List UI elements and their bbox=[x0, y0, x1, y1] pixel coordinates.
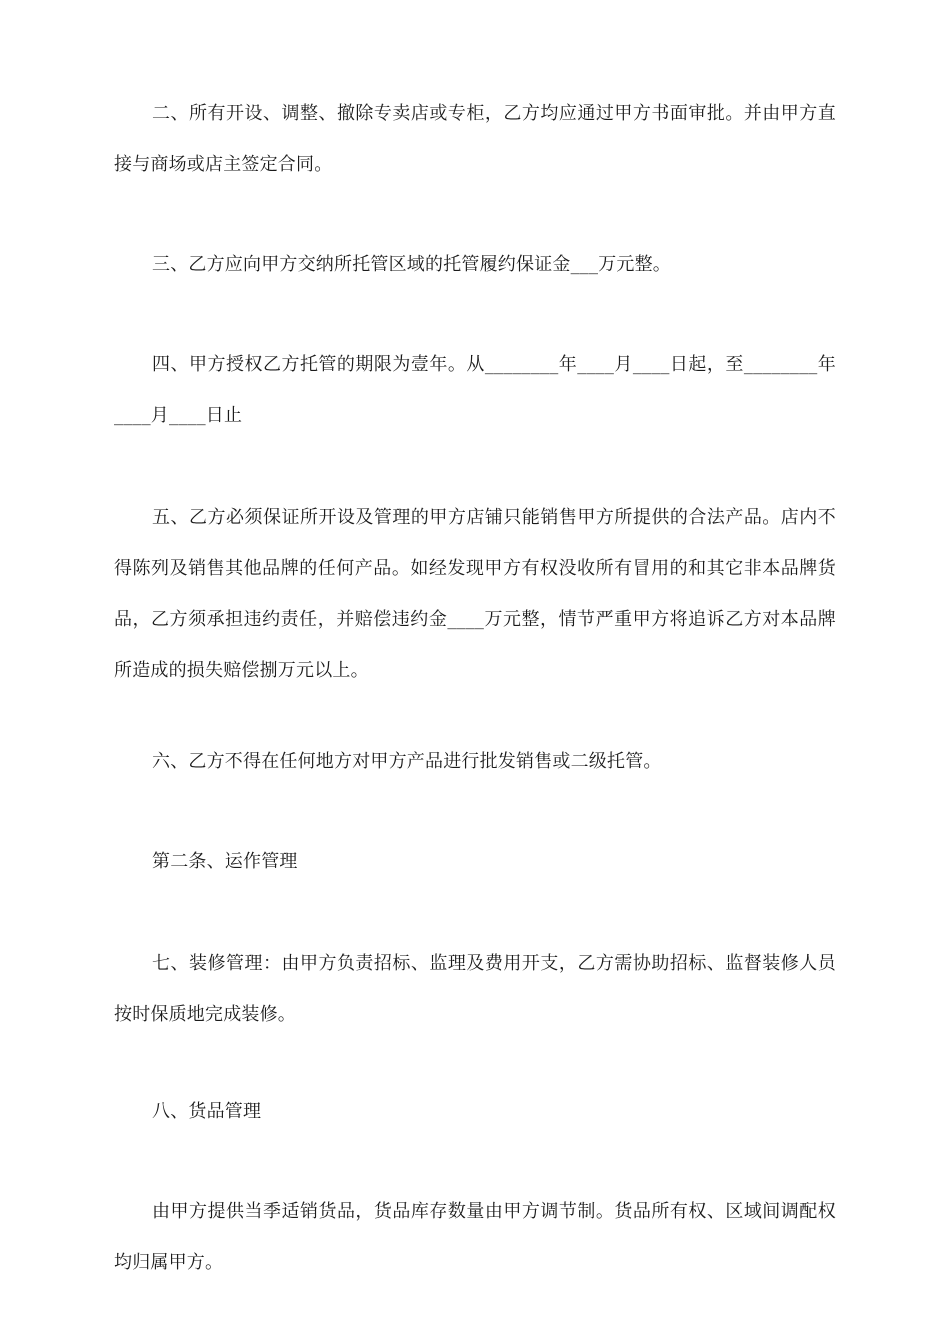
clause-6-paragraph: 六、乙方不得在任何地方对甲方产品进行批发销售或二级托管。 bbox=[152, 751, 662, 772]
goods-management-paragraph: 由甲方提供当季适销货品，货品库存数量由甲方调节制。货品所有权、区域间调配权均归属甲方。 bbox=[114, 1201, 836, 1273]
clause-3-paragraph: 三、乙方应向甲方交纳所托管区域的托管履约保证金___万元整。 bbox=[152, 254, 671, 275]
clause-2-paragraph: 二、所有开设、调整、撤除专卖店或专柜，乙方均应通过甲方书面审批。并由甲方直接与商场或店主签定合同。 bbox=[114, 103, 836, 175]
clause-7-paragraph: 七、装修管理：由甲方负责招标、监理及费用开支，乙方需协助招标、监督装修人员按时保质地完成装修。 bbox=[114, 953, 836, 1025]
clause-4-paragraph: 四、甲方授权乙方托管的期限为壹年。从________年____月____日起，至________年____月____日止 bbox=[114, 354, 836, 426]
clause-8-heading: 八、货品管理 bbox=[152, 1101, 262, 1122]
clause-5-paragraph: 五、乙方必须保证所开设及管理的甲方店铺只能销售甲方所提供的合法产品。店内不得陈列及销售其他品牌的任何产品。如经发现甲方有权没收所有冒用的和其它非本品牌货品，乙方须承担违约责任，并赔偿违约金____万元整，情节严重甲方将追诉乙方对本品牌所造成的损失赔偿捌万元以上。 bbox=[114, 507, 836, 681]
article-2-heading: 第二条、运作管理 bbox=[152, 851, 298, 872]
